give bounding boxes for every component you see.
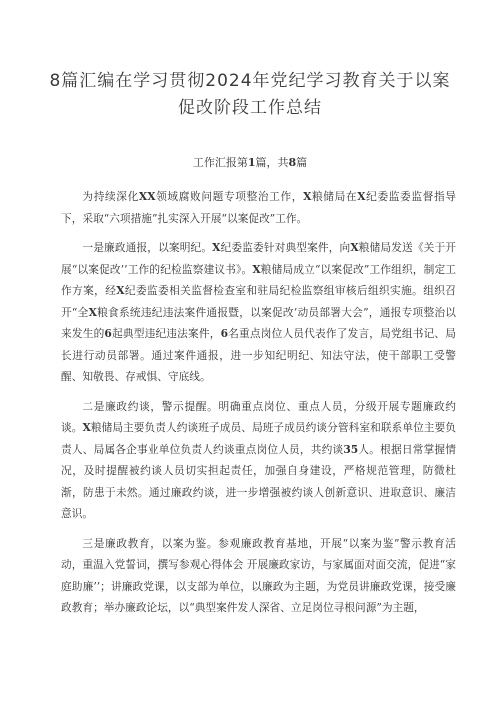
paragraph-intro: 为持续深化XX领域腐败问题专项整治工作，X粮储局在X纪委监委监督指导下，采取“六项措施”扎实深入开展“以案促改”工作。: [61, 190, 456, 225]
document-title: [40, 68, 460, 122]
paragraph-2: 二是廉政约谈，警示提醒。明确重点岗位、重点人员，分级开展专题廉政约谈。X粮储局主要负责人约谈班子成员、局班子成员约谈分管科室和联系单位主要负责人、局属各企事业单位负责人约谈重点岗位人员，共约谈35人。根据日常掌握情况，及时提醒被约谈人员切实担起责任，加强自身建设，严格规范管理，防微杜渐，防患于未然。通过廉政约谈，进一步增强被约谈人创新意识、进取意识、廉洁意识。: [61, 399, 456, 520]
title-line-2: 促改阶段工作总结: [178, 98, 322, 118]
paragraph-1: 一是廉政通报，以案明纪。X纪委监委针对典型案件，向X粮储局发送《关于开展“以案促改’’工作的纪检监察建议书》。X粮储局成立“以案促改”工作组织，制定工作方案，经X纪委监委相关监督检查室和驻局纪检监察组审核后组织实施。组织召开“全X粮食系统违纪违法案件通报暨，以案促改’动员部署大会”，通报专项整治以来发生的6起典型违纪违法案件，6名重点岗位人员代表作了发言，局党组书记、局长进行动员部署。通过案件通报，进一步知纪明纪、知法守法，使干部职工受警醒、知敬畏、存戒惧、守底线。: [61, 241, 456, 383]
document-subtitle: 工作汇报第1篇，共8篇: [192, 156, 308, 169]
document-body: [61, 186, 456, 627]
paragraph-3: 三是廉政教育，以案为鉴。参观廉政教育基地，开展“以案为鉴”警示教育活动，重温入党誓词，撰写参观心得体会 开展廉政家访，与家属面对面交流，促进“家庭助廉’’；讲廉政党课，以支部为单位，以廉政为主题，为党员讲廉政党课，接受廉政教育；举办廉政论坛，以“典型案件发人深省、立足岗位寻根问源”为主题，: [61, 536, 456, 614]
title-line-1: 8篇汇编在学习贯彻2024年党纪学习教育关于以案: [49, 71, 451, 91]
